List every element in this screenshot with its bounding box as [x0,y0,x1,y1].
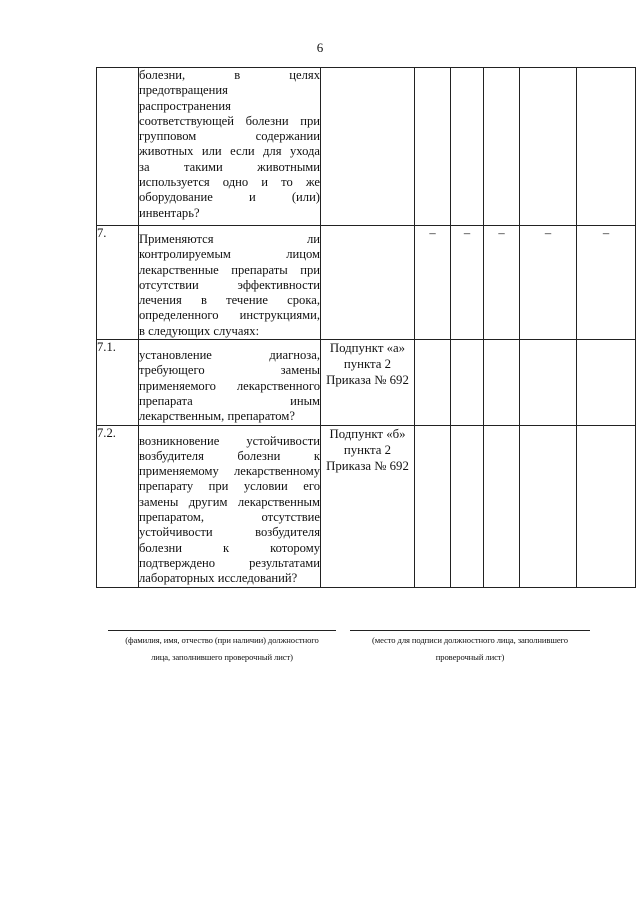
checklist-table [96,67,636,588]
answer-cell[interactable]: – [451,226,484,340]
answer-cell[interactable]: – [484,226,520,340]
question-line: болезни к которому [139,540,320,555]
answer-cell[interactable] [484,425,520,587]
question-line: требующего замены [139,363,320,378]
question-line: применяемому лекарственному [139,464,320,479]
question-line: лабораторных исследований? [139,571,298,586]
question-line: препарата иным [139,393,320,408]
question-line: предотвращения [139,83,228,98]
question-line: групповом содержании [139,129,320,144]
table-row [97,68,636,226]
table-row [97,340,636,425]
answer-cell[interactable] [577,340,636,425]
page-number: 6 [316,40,324,55]
question-line: отсутствии эффективности [139,277,320,292]
answer-cell[interactable] [451,425,484,587]
question-line: оборудование и (или) [139,190,320,205]
row-number [97,68,139,226]
question-text [139,226,321,340]
question-line: замены другим лекарственным [139,494,320,509]
question-line: возникновение устойчивости [139,433,320,448]
question-line: препаратом, отсутствие [139,510,320,525]
question-line: за такими животными [139,159,320,174]
legal-reference: Подпункт «а» пункта 2 Приказа № 692 [321,340,415,425]
answer-cell[interactable] [451,340,484,425]
answer-cell[interactable] [520,425,577,587]
question-line: Применяются ли [139,232,320,246]
legal-reference [321,68,415,226]
answer-cell[interactable]: – [415,226,451,340]
question-line: установление диагноза, [139,348,320,363]
signature-name-block [108,630,336,665]
signature-caption-line1: (место для подписи должностного лица, заполнившего [372,635,568,645]
question-line: используется одно и то же [139,175,320,190]
answer-cell[interactable] [415,425,451,587]
answer-cell[interactable] [520,68,577,226]
answer-cell[interactable] [451,68,484,226]
question-line: соответствующей болезни при [139,113,320,128]
name-caption-line1: (фамилия, имя, отчество (при наличии) должностного [125,635,319,645]
table-row [97,425,636,587]
answer-cell[interactable] [520,340,577,425]
question-line: инвентарь? [139,205,200,220]
signature-caption-line2: проверочный лист) [435,652,505,662]
row-number: 7.1. [97,340,139,425]
question-text [139,425,321,587]
answer-cell[interactable] [577,68,636,226]
name-caption-line2: лица, заполнившего проверочный лист) [151,652,293,662]
answer-cell[interactable]: – [577,226,636,340]
legal-reference: Подпункт «б» пункта 2 Приказа № 692 [321,425,415,587]
answer-cell[interactable]: – [520,226,577,340]
question-line: возбудителя болезни к [139,448,320,463]
question-line: применяемого лекарственного [139,378,320,393]
question-line: лекарственные препараты при [139,262,320,277]
question-line: в следующих случаях: [139,323,260,338]
answer-cell[interactable] [415,340,451,425]
question-line: подтверждено результатами [139,555,320,570]
question-line: распространения [139,98,231,113]
question-line: контролируемым лицом [139,247,320,262]
question-line: устойчивости возбудителя [139,525,320,540]
question-line: лекарственным, препаратом? [139,409,295,424]
answer-cell[interactable] [577,425,636,587]
answer-cell[interactable] [484,340,520,425]
answer-cell[interactable] [415,68,451,226]
row-number: 7. [97,226,139,340]
question-line: определенного инструкциями, [139,308,320,323]
table-row [97,226,636,340]
question-line: болезни, в целях [139,68,320,82]
question-line: животных или если для ухода [139,144,320,159]
table-body [97,68,636,588]
answer-cell[interactable] [484,68,520,226]
question-line: лечения в течение срока, [139,293,320,308]
row-number: 7.2. [97,425,139,587]
signature-place-block [350,630,590,665]
question-text [139,68,321,226]
legal-reference [321,226,415,340]
question-text [139,340,321,425]
question-line: препарату при условии его [139,479,320,494]
